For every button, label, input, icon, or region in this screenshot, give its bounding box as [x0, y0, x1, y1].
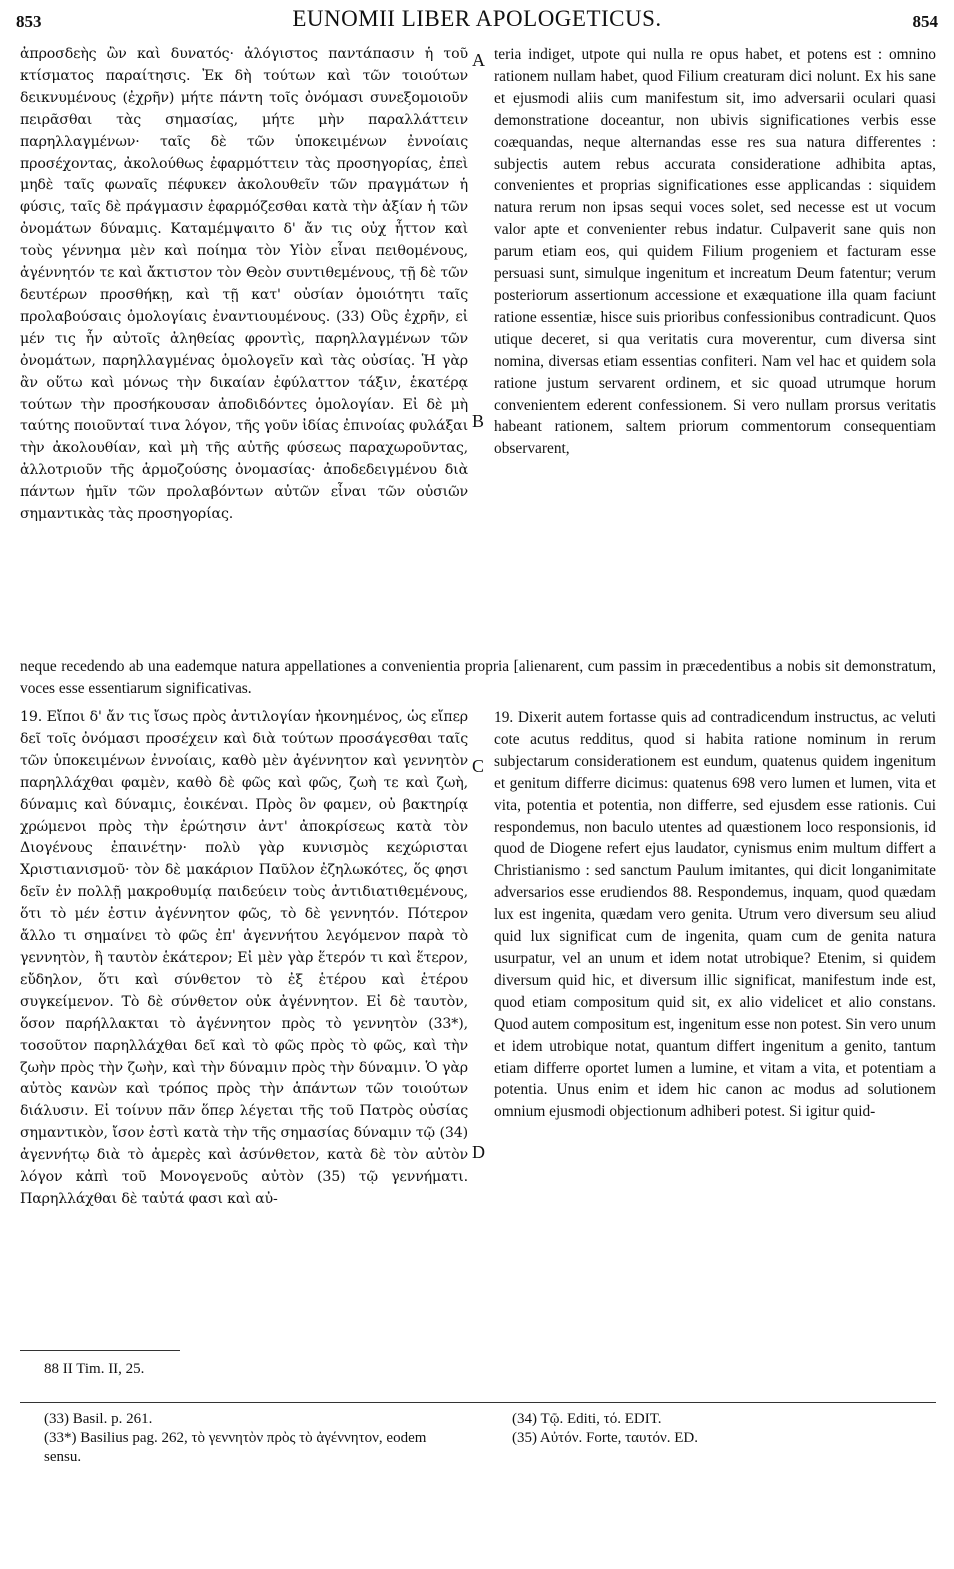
- latin-paragraph: teria indiget, utpote qui nulla re opus habet, et potens est : omnino rationem nullam habet, quod Filium creaturam dici nolunt. Ex his sane et ejusmodi aliis cum manifestum sit, imo adversarii oculari quasi demonstratione doceantur, non ubivis significationes verbis esse coæquandas, neque alternandas esse res sua natura differentes : subjectis autem rebus accurata consideratione adhibita aptas, convenientes et proprias significationes esse applicandas : siquidem natura rerum non ipsas sequi voces solet, sed necesse est ut vocum valor apte et convenienter rebus indatur. Culpaverit sane quis non parum etiam eos, qui quidem Filium progeniem et facturam esse persuasi sunt, simulque ingenitum et increatum Deum fatentur; verum posteriorum assertionum accessione et exæquatione illa quam faciunt ratione essentiæ, hisce suis prioribus confessionibus contradicunt. Quos utique deceret, si qua veritatis cura moverentur, cum diversa sint nomina, diversas etiam essentias confiteri. Nam vel hac et quidem sola ratione justum servarent ordinem, et sic quoad utrumque horum convenientem ederent confessionem. Si vero nullam prorsus veritatis habeant rationem, saltem priorum commentorum consequentiam observarent,: [494, 46, 936, 458]
- greek-paragraph-19: 19. Εἴποι δ' ἄν τις ἴσως πρὸς ἀντιλογίαν ἠκονημένος, ὡς εἴπερ δεῖ τοῖς ὀνόμασι προσέχειν καὶ διὰ τούτων προσάγεσθαι ταῖς τῶν ὑποκειμένων ἐννοίαις, καθὸ μὲν ἀγέννητον καὶ γεννητὸν παρηλλάχθαι φαμὲν, καθὸ δὲ φῶς καὶ φῶς, ζωὴ τε καὶ ζωὴ, δύναμις καὶ δύναμις, ἐοικέναι. Πρὸς ὃν φαμεν, οὐ βακτηρίᾳ χρώμενοι πρὸς τὴν ἐρώτησιν ἀντ' ἀποκρίσεως κατὰ τὸν Διογένους ἐπαινέτην· πολὺ γὰρ κυνισμὸς κεχώρισται Χριστιανισμοῦ· τὸν δὲ μακάριον Παῦλον ἐζηλωκότες, ὅς φησι δεῖν ἐν πολλῇ μακροθυμίᾳ παιδεύειν τοὺς ἀντιδιατιθεμένους, ὅτι τὸ μέν ἐστιν ἀγέννητον φῶς, τὸ δὲ γεννητόν. Πότερον ἄλλο τι σημαίνει τὸ φῶς ἐπ' ἀγεννήτου λεγόμενον παρὰ τὸ γεννητὸν, ἢ ταυτὸν ἑκάτερον; Εἰ μὲν γὰρ ἕτερόν τι καὶ ἕτερον, εὔδηλον, ὅτι καὶ σύνθετον τὸ ἐξ ἑτέρου καὶ ἑτέρου συγκείμενον. Τὸ δὲ σύνθετον οὐκ ἀγέννητον. Εἰ δὲ ταυτὸν, ὅσον παρήλλακται τὸ ἀγέννητον πρὸς τὸ γεννητὸν (33*), τοσοῦτον παρηλλάχθαι δεῖ καὶ τὸ φῶς πρὸς τὸ φῶς, καὶ τὴν ζωὴν πρὸς τὴν ζωὴν, καὶ τὴν δύναμιν πρὸς τὴν δύναμιν. Ὁ γὰρ αὐτὸς κανὼν καὶ τρόπος πρὸς τὴν ἁπάντων τῶν τοιούτων διάλυσιν. Εἰ τοίνυν πᾶν ὅπερ λέγεται τῆς τοῦ Πατρὸς οὐσίας σημαντικὸν, ἴσον ἐστὶ κατὰ τὴν τῆς σημασίας δύναμιν τῷ (34) ἀγεννήτῳ διὰ τὸ ἀμερὲς καὶ ἀσύνθετον, κατὰ δὲ τὸν αὐτὸν λόγον κἀπὶ τοῦ Μονογενοῦς αὐτὸν (35) τῷ γεννήματι. Παρηλλάχθαι δὲ ταὐτά φασι καὶ αὐ-: [20, 709, 468, 1207]
- margin-marker-a: A: [472, 50, 485, 70]
- editorial-note-33-star: (33*) Basilius pag. 262, τὸ γεννητὸν πρὸς τὸ ἀγέννητον, eodem sensu.: [44, 1430, 427, 1465]
- editorial-note-34: (34) Τῷ. Editi, τό. EDIT.: [512, 1411, 662, 1427]
- editorial-note-33: (33) Basil. p. 261.: [44, 1411, 153, 1427]
- footnote-scripture: 88 II Tim. II, 25.: [44, 1361, 145, 1377]
- footnote-rule: [20, 1350, 180, 1351]
- latin-column-top: [494, 44, 936, 460]
- latin-paragraph-19: 19. Dixerit autem fortasse quis ad contradicendum instructus, ac veluti cote acutus redditus, quod si habita ratione nominum in rerum subjectarum considerationem est eundum, quatenus quidem ingenitum et genitum differre dicimus: quatenus 698 vero lumen et lumen, vita et vita, potentia et potentia, non differre, sed ejusdem esse rationis. Cui respondemus, non baculo utentes ad quæstionem loco responsionis, id quod de Diogene refert ejus laudator, cynismus enim multum differt a Christianismo : sed sanctum Paulum imitantes, qui dicit longanimitate adversarios esse erudiendos 88. Respondemus, inquam, quod quædam lux est ingenita, quædam vero genita. Utrum vero diversum seu aliud quid lux significat cum de ingenita, quam cum de genita natura usurpatur, vel an unum et idem notat utrobique? Etenim, si quidem diversum quid hic, et diversum illic significat, manifestum inde est, quod etiam compositum quid sit, ex alio videlicet et alio constans. Quod autem compositum est, ingenitum esse non potest. Sin vero unum et idem utrobique notat, quantum differt ingenitum a genito, tantum etiam differre oportet lumen a lumine, et vitam a vita, et potentiam a potentia. Unus enim et idem hic canon ac modus ad solutionem omnium ejusmodi objectionum adhiberi potest. Si igitur quid-: [494, 709, 937, 1121]
- greek-paragraph: ἀπροσδεὴς ὢν καὶ δυνατός· ἀλόγιστος παντάπασιν ἡ τοῦ κτίσματος παραίτησις. Ἐκ δὴ τούτων καὶ τῶν τοιούτων δεικνυμένους (ἐχρῆν) μήτε πάντη τοῖς ὀνόμασι συνεξομοιοῦν πειρᾶσθαι τὰς σημασίας, μήτε μὴν παραλλάττειν παρηλλαγμένων· ταῖς δὲ τῶν ὑποκειμένων ἐννοίαις προσέχοντας, ἀκολούθως ἐφαρμόττειν τὰς προσηγορίας, ἐπεὶ μηδὲ ταῖς φωναῖς πέφυκεν ἀκολουθεῖν τῶν πραγμάτων ἡ φύσις, ταῖς δὲ πράγμασιν ἐφαρμόζεσθαι κατὰ τὴν ἀξίαν ἡ τῶν ὀνομάτων δύναμις. Καταμέμψαιτο δ' ἄν τις οὐχ ἧττον καὶ τοὺς γέννημα μὲν καὶ ποίημα τὸν Υἱὸν εἶναι πειθομένους, ἀγέννητόν τε καὶ ἄκτιστον τὸν Θεὸν συντιθεμένους, τῇ δὲ τῶν δευτέρων προσθήκῃ, καὶ τῇ κατ' οὐσίαν ὁμοιότητι ταῖς προλαβούσαις ὁμολογίαις ἐναντιουμένους. (33) Οὓς ἐχρῆν, εἰ μέν τις ἦν αὐτοῖς ἀληθείας φροντὶς, παρηλλαγμένων τῶν ὀνομάτων, παρηλλαγμένας ὁμολογεῖν καὶ τὰς οὐσίας. Ἡ γὰρ ἂν οὕτω καὶ μόνως τὴν δικαίαν ἐφύλαττον τάξιν, ἑκατέρᾳ τούτων τὴν προσήκουσαν ἀποδιδόντες ὁμολογίαν. Εἰ δὲ μὴ ταύτης ποιοῦνταί τινα λόγον, τῆς γοῦν ἰδίας ἐπινοίας φυλάξαι τὴν ἀκολουθίαν, καὶ μὴ τῆς αὐτῆς φύσεως παραχωροῦντας, ἀλλοτριοῦν τῆς ἁρμοζούσης ὀνομασίας· ἀποδεδειγμένου διὰ πάντων ἡμῖν τῶν προλαβόντων αὐτῶν εἶναι τῶν οὐσιῶν σημαντικὰς τὰς προσηγορίας.: [20, 46, 468, 523]
- running-header: [16, 6, 938, 40]
- margin-marker-b: B: [472, 411, 485, 431]
- full-width-latin-continuation: neque recedendo ab una eademque natura appellationes a convenientia propria [alienarent, cum passim in præcedentibus a nobis sit demonstratum, voces esse essentiarum significativas.: [20, 658, 936, 697]
- margin-marker-c: C: [472, 756, 485, 776]
- running-title: EUNOMII LIBER APOLOGETICUS.: [292, 6, 662, 31]
- page-number-left: 853: [16, 12, 42, 31]
- greek-column-bottom: [20, 707, 468, 1211]
- editorial-notes-rule: [20, 1402, 936, 1403]
- greek-column-top: [20, 44, 468, 526]
- editorial-note-35: (35) Αὐτόν. Forte, ταυτόν. ED.: [512, 1430, 699, 1446]
- latin-column-bottom: [494, 707, 936, 1123]
- margin-marker-d: D: [472, 1142, 485, 1162]
- page-number-right: 854: [912, 12, 938, 31]
